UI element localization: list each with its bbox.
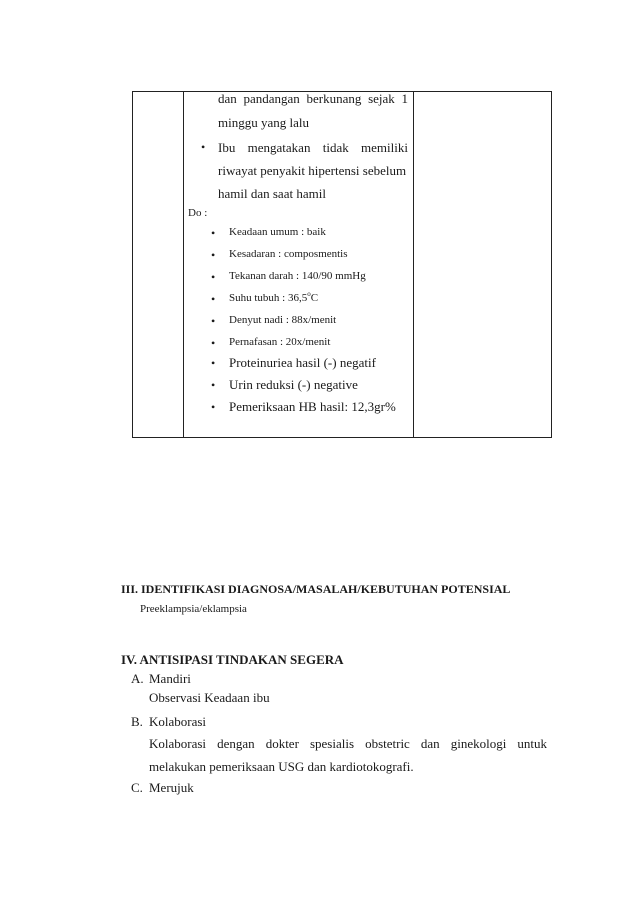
bullet-icon: •	[211, 314, 216, 328]
section-4-a-title: Mandiri	[149, 671, 191, 686]
list-marker-b: B.	[131, 714, 143, 729]
do-item-denyut: Denyut nadi : 88x/menit	[229, 314, 337, 326]
bullet-icon: •	[211, 248, 216, 262]
cont-line-2: minggu yang lalu	[218, 115, 309, 130]
section-4-b-body-line-1: Kolaborasi dengan dokter spesialis obstetric dan ginekologi untuk	[149, 736, 547, 751]
table-col-border-2	[183, 91, 184, 438]
table-col-border-1	[132, 91, 133, 438]
list-marker-a: A.	[131, 671, 144, 686]
section-3-heading: III. IDENTIFIKASI DIAGNOSA/MASALAH/KEBUTUHAN POTENSIAL	[121, 582, 511, 596]
table-col-border-3	[413, 91, 414, 438]
ibu-line-1: Ibu mengatakan tidak memiliki	[218, 140, 408, 155]
bullet-icon: •	[201, 140, 206, 154]
section-4-c-title: Merujuk	[149, 780, 194, 795]
bullet-icon: •	[211, 292, 216, 306]
bullet-icon: •	[211, 226, 216, 240]
do-item-tekanan: Tekanan darah : 140/90 mmHg	[229, 270, 366, 282]
bullet-icon: •	[211, 356, 216, 370]
lab-item-hb: Pemeriksaan HB hasil: 12,3gr%	[229, 399, 396, 414]
list-marker-c: C.	[131, 780, 143, 795]
lab-item-proteinuria: Proteinuriea hasil (-) negatif	[229, 355, 376, 370]
section-4-heading: IV. ANTISIPASI TINDAKAN SEGERA	[121, 652, 344, 667]
ibu-line-3: hamil dan saat hamil	[218, 186, 326, 201]
ibu-line-2: riwayat penyakit hipertensi sebelum	[218, 163, 407, 178]
cont-line-1: dan pandangan berkunang sejak 1	[218, 91, 408, 106]
section-4-b-body-line-2: melakukan pemeriksaan USG dan kardiotokografi.	[149, 759, 414, 774]
bullet-icon: •	[211, 400, 216, 414]
bullet-icon: •	[211, 270, 216, 284]
table-col-border-4	[551, 91, 552, 438]
bullet-icon: •	[211, 378, 216, 392]
do-item-keadaan: Keadaan umum : baik	[229, 226, 326, 238]
do-label: Do :	[188, 207, 208, 219]
section-4-b-title: Kolaborasi	[149, 714, 207, 729]
do-item-pernafasan: Pernafasan : 20x/menit	[229, 336, 331, 348]
table-bottom-border	[132, 437, 551, 438]
section-3-body: Preeklampsia/eklampsia	[140, 603, 247, 615]
section-4-a-body: Observasi Keadaan ibu	[149, 690, 270, 705]
do-item-kesadaran: Kesadaran : composmentis	[229, 248, 348, 260]
bullet-icon: •	[211, 336, 216, 350]
do-item-suhu: Suhu tubuh : 36,5$^o$C	[229, 290, 319, 304]
lab-item-urin: Urin reduksi (-) negative	[229, 377, 358, 392]
